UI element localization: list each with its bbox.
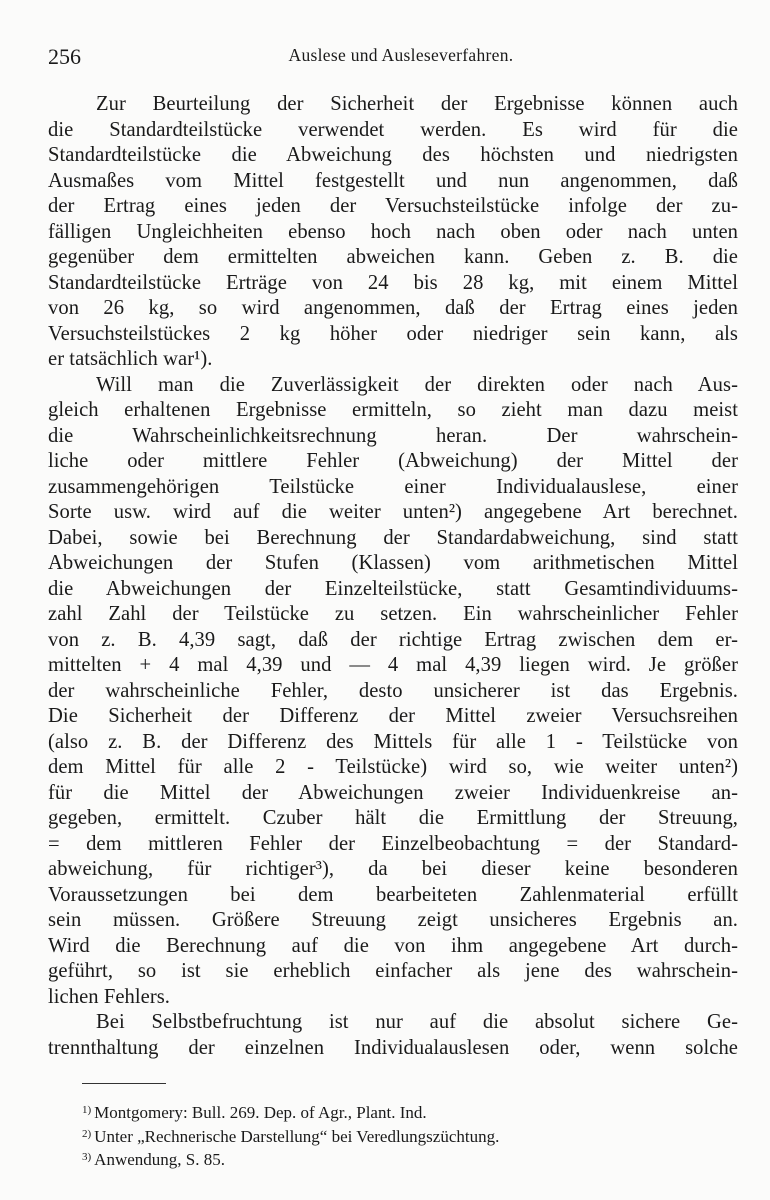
footnote-text: Unter „Rechnerische Darstellung“ bei Veredlungszüchtung.	[94, 1126, 500, 1146]
text-line: Sorte usw. wird auf die weiter unten²) angegebene Art berechnet.	[48, 501, 738, 523]
text-line: = dem mittleren Fehler der Einzelbeobachtung = der Standard-	[48, 832, 738, 855]
text-line: Bei Selbstbefruchtung ist nur auf die absolut sichere Ge-	[96, 1011, 738, 1033]
text-line: sein müssen. Größere Streuung zeigt unsicheres Ergebnis an.	[48, 909, 738, 931]
text-line: Versuchsteilstückes 2 kg höher oder niedriger sein kann, als	[48, 322, 738, 345]
text-line: Zur Beurteilung der Sicherheit der Ergebnisse können auch	[96, 93, 738, 115]
text-line: die Standardteilstücke verwendet werden. Es wird für die	[48, 118, 738, 141]
text-line: die Abweichungen der Einzelteilstücke, statt Gesamtindividuums-	[48, 577, 738, 600]
text-line: Wird die Berechnung auf die von ihm angegebene Art durch-	[48, 934, 738, 957]
footnote-text: Anwendung, S. 85.	[94, 1150, 225, 1169]
footnote-1	[82, 1100, 722, 1124]
text-line: dem Mittel für alle 2 - Teilstücke) wird so, wie weiter unten²)	[48, 756, 738, 778]
text-line: (also z. B. der Differenz des Mittels für alle 1 - Teilstücke von	[48, 730, 738, 753]
body-text	[48, 92, 738, 1061]
text-line: die Wahrscheinlichkeitsrechnung heran. Der wahrschein-	[48, 424, 738, 447]
text-line: geführt, so ist sie erheblich einfacher als jene des wahrschein-	[48, 960, 738, 982]
paragraph-1	[48, 92, 738, 373]
text-line: zusammengehörigen Teilstücke einer Individualauslese, einer	[48, 475, 738, 498]
text-line: gegenüber dem ermittelten abweichen kann. Geben z. B. die	[48, 246, 738, 268]
footnotes	[82, 1100, 722, 1171]
text-line: gegeben, ermittelt. Czuber hält die Ermittlung der Streuung,	[48, 807, 738, 829]
text-line: Dabei, sowie bei Berechnung der Standardabweichung, sind statt	[48, 526, 738, 549]
text-line: mittelten + 4 mal 4,39 und — 4 mal 4,39 liegen wird. Je größer	[48, 654, 738, 676]
paragraph-2	[48, 373, 738, 1011]
text-line: Voraussetzungen bei dem bearbeiteten Zahlenmaterial erfüllt	[48, 883, 738, 906]
text-line: von z. B. 4,39 sagt, daß der richtige Ertrag zwischen dem er-	[48, 628, 738, 651]
text-line: Will man die Zuverlässigkeit der direkten oder nach Aus-	[96, 373, 738, 396]
text-line: von 26 kg, so wird angenommen, daß der Ertrag eines jeden	[48, 297, 738, 319]
text-line: für die Mittel der Abweichungen zweier Individuenkreise an-	[48, 781, 738, 804]
text-line: zahl Zahl der Teilstücke zu setzen. Ein wahrscheinlicher Fehler	[48, 603, 738, 625]
text-line: lichen Fehlers.	[48, 985, 170, 1008]
footnote-mark: 2)	[82, 1127, 92, 1140]
footnote-3	[82, 1147, 722, 1171]
page-number: 256	[48, 44, 81, 69]
footnote-2	[82, 1124, 722, 1148]
paragraph-3	[48, 1010, 738, 1061]
text-line: trennthaltung der einzelnen Individualauslesen oder, wenn solche	[48, 1036, 738, 1059]
footnote-divider	[82, 1083, 166, 1084]
text-line: Standardteilstücke die Abweichung des höchsten und niedrigsten	[48, 144, 738, 166]
running-title: Auslese und Ausleseverfahren.	[288, 45, 514, 65]
text-line: gleich erhaltenen Ergebnisse ermitteln, so zieht man dazu meist	[48, 399, 738, 421]
text-line: liche oder mittlere Fehler (Abweichung) der Mittel der	[48, 450, 738, 472]
footnote-text: Montgomery: Bull. 269. Dep. of Agr., Plant. Ind.	[94, 1103, 427, 1122]
text-line: Standardteilstücke Erträge von 24 bis 28 kg, mit einem Mittel	[48, 271, 738, 294]
text-line: der Ertrag eines jeden der Versuchsteilstücke infolge der zu-	[48, 195, 738, 217]
page-header	[48, 42, 738, 72]
text-line: der wahrscheinliche Fehler, desto unsicherer ist das Ergebnis.	[48, 679, 738, 702]
text-line: Die Sicherheit der Differenz der Mittel zweier Versuchsreihen	[48, 705, 738, 727]
text-line: er tatsächlich war¹).	[48, 348, 213, 370]
text-line: abweichung, für richtiger³), da bei dieser keine besonderen	[48, 858, 738, 880]
text-line: Ausmaßes vom Mittel festgestellt und nun angenommen, daß	[48, 169, 738, 192]
footnote-mark: 3)	[82, 1151, 92, 1163]
footnote-mark: 1)	[82, 1104, 92, 1116]
text-line: fälligen Ungleichheiten ebenso hoch nach oben oder nach unten	[48, 220, 738, 243]
text-line: Abweichungen der Stufen (Klassen) vom arithmetischen Mittel	[48, 552, 738, 574]
